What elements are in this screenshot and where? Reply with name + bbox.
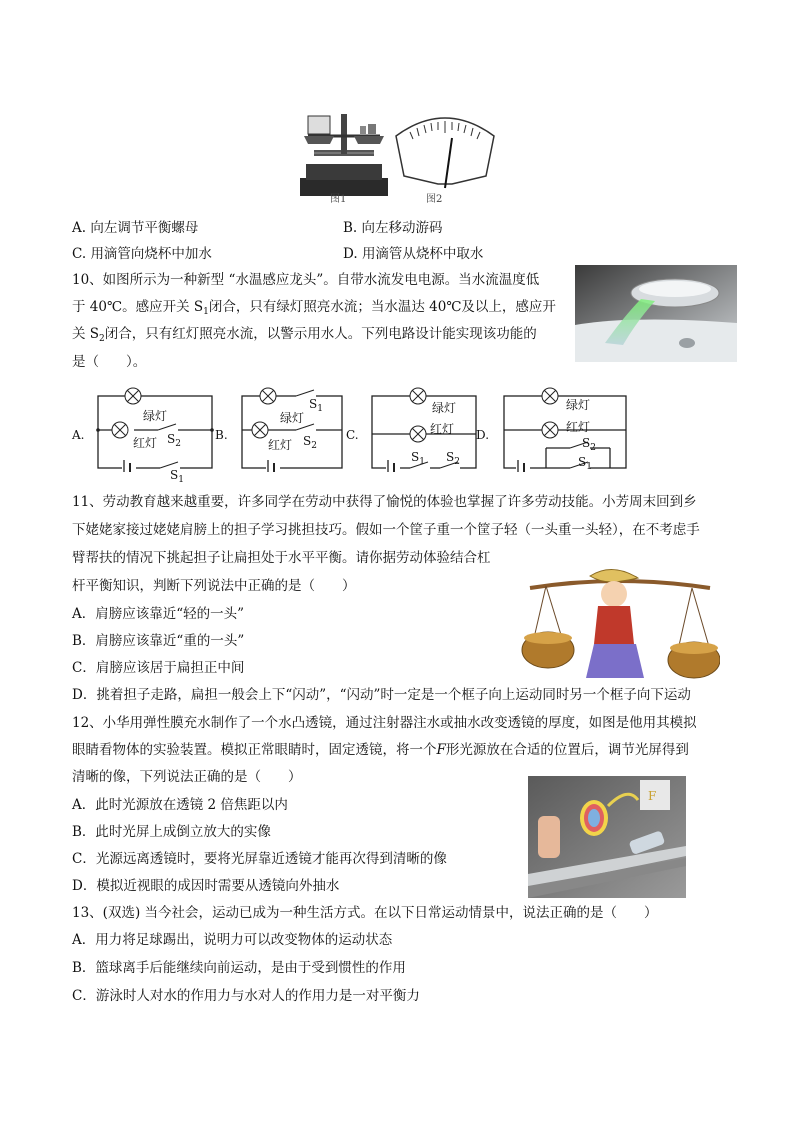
red-lamp-label: 红灯 xyxy=(268,438,293,452)
q11-stem-line2: 下姥姥家接过姥姥肩膀上的担子学习挑担技巧。假如一个筐子重一个筐子轻（一头重一头轻），在不考虑手 xyxy=(72,522,700,538)
q11-option-a: A．肩膀应该靠近“轻的一头” xyxy=(72,606,245,622)
carrying-pole-illustration xyxy=(520,566,720,686)
switch-label: $S_1$ xyxy=(309,397,323,414)
water-lens-experiment-photo xyxy=(528,776,686,898)
q11-option-c: C．肩膀应该居于扁担正中间 xyxy=(72,660,245,676)
switch-label: $S_2$ xyxy=(582,436,596,453)
red-lamp-label: 红灯 xyxy=(430,422,455,436)
q13-option-a: A．用力将足球踢出，说明力可以改变物体的运动状态 xyxy=(72,932,393,948)
q9-option-a: A. 向左调节平衡螺母 xyxy=(72,220,199,236)
green-lamp-label: 绿灯 xyxy=(280,411,305,425)
red-lamp-label: 红灯 xyxy=(133,436,158,450)
q9-option-c: C. 用滴管向烧杯中加水 xyxy=(72,246,212,262)
q12-stem-line2: 眼睛看物体的实验装置。模拟正常眼睛时，固定透镜，将一个F形光源放在合适的位置后，调节光屏得到 xyxy=(72,742,689,758)
figure1-caption: 图1 xyxy=(330,194,347,205)
circuit-d xyxy=(504,388,626,472)
switch-label: $S_2$ xyxy=(446,450,460,467)
green-lamp-label: 绿灯 xyxy=(432,401,457,415)
q13-option-b: B．篮球离手后能继续向前运动，是由于受到惯性的作用 xyxy=(72,960,406,976)
q13-option-c: C．游泳时人对水的作用力与水对人的作用力是一对平衡力 xyxy=(72,988,420,1004)
q11-stem-line4: 杆平衡知识，判断下列说法中正确的是（ ） xyxy=(72,578,356,594)
balance-figure xyxy=(294,104,394,205)
circuit-label-c: C. xyxy=(346,428,359,442)
faucet-photo xyxy=(575,265,737,362)
q12-stem-line1: 12、小华用弹性膜充水制作了一个水凸透镜，通过注射器注水或抽水改变透镜的厚度，如图是他用其模拟 xyxy=(72,715,697,731)
circuit-label-d: D. xyxy=(476,428,490,442)
q11-stem-line3: 臂帮扶的情况下挑起担子让扁担处于水平平衡。请你据劳动体验结合杠 xyxy=(72,550,491,566)
q12-option-b: B．此时光屏上成倒立放大的实像 xyxy=(72,824,271,840)
red-lamp-label: 红灯 xyxy=(566,420,591,434)
green-lamp-label: 绿灯 xyxy=(143,409,168,423)
q10-stem-line4: 是（ ）。 xyxy=(72,354,147,370)
circuit-label-a: A. xyxy=(72,428,85,442)
q13-stem-line1: 13、(双选) 当今社会，运动已成为一种生活方式。在以下日常运动情景中，说法正确的是（ ） xyxy=(72,905,658,921)
circuit-a xyxy=(96,388,214,472)
figure2-caption: 图2 xyxy=(426,194,443,205)
circuit-b xyxy=(242,388,342,472)
svg-text:F: F xyxy=(648,789,657,803)
q11-option-d: D．挑着担子走路，扁担一般会上下“闪动”，“闪动”时一定是一个框子向上运动同时另一个框子向下运动 xyxy=(72,687,691,703)
switch-label: $S_1$ xyxy=(578,455,592,472)
switch-label: $S_1$ xyxy=(170,468,184,485)
q12-option-a: A．此时光源放在透镜 2 倍焦距以内 xyxy=(72,797,288,813)
switch-label: $S_2$ xyxy=(167,432,181,449)
q11-stem-line1: 11、劳动教育越来越重要，许多同学在劳动中获得了愉悦的体验也掌握了许多劳动技能。小芳周末回到乡 xyxy=(72,494,697,510)
q12-stem-line3: 清晰的像，下列说法正确的是（ ） xyxy=(72,769,302,785)
q10-stem-line1: 10、如图所示为一种新型 “水温感应龙头”。自带水流发电电源。当水流温度低 xyxy=(72,272,540,288)
scale-pointer-figure xyxy=(390,106,500,204)
switch-label: $S_2$ xyxy=(303,434,317,451)
q10-stem-line3: 关 $S_2$闭合，只有红灯照亮水流，以警示用水人。下列电路设计能实现该功能的 xyxy=(72,326,537,344)
q9-option-d: D. 用滴管从烧杯中取水 xyxy=(343,246,484,262)
green-lamp-label: 绿灯 xyxy=(566,398,591,412)
q12-option-c: C．光源远离透镜时，要将光屏靠近透镜才能再次得到清晰的像 xyxy=(72,851,447,867)
q10-circuit-options xyxy=(70,382,750,472)
q10-stem-line2: 于 40℃。感应开关 $S_1$闭合，只有绿灯照亮水流；当水温达 40℃及以上，感应开 xyxy=(72,299,556,317)
q12-option-d: D．模拟近视眼的成因时需要从透镜向外抽水 xyxy=(72,878,340,894)
q9-option-b: B. 向左移动游码 xyxy=(343,220,443,236)
switch-label: $S_1$ xyxy=(411,450,425,467)
q11-option-b: B．肩膀应该靠近“重的一头” xyxy=(72,633,245,649)
circuit-label-b: B. xyxy=(215,428,228,442)
